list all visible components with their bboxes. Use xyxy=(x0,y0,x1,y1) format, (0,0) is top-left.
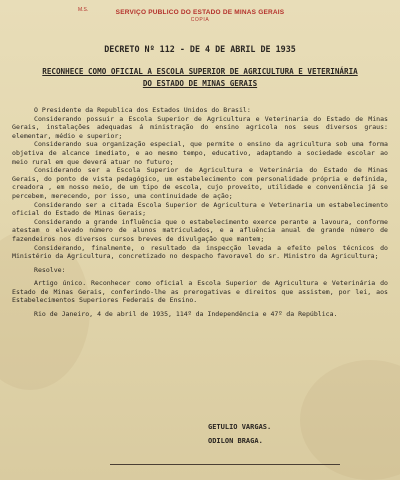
paper-stain xyxy=(300,360,400,480)
considerando: Considerando, finalmente, o resultado da inspecção levada a efeito pelos técnicos do Ministério da Agricultura, concretizado no despacho favoravel do sr. Ministro da Agricultura; xyxy=(12,243,388,261)
copy-label: COPIA xyxy=(190,17,210,23)
decree-title: DECRETO Nº 112 - DE 4 DE ABRIL DE 1935 xyxy=(104,44,296,54)
closing-date: Rio de Janeiro, 4 de abril de 1935, 114º da Independência e 47º da República. xyxy=(34,310,338,319)
ms-mark: M.S. xyxy=(78,7,89,13)
letterhead xyxy=(0,8,400,24)
summary-line: DO ESTADO DE MINAS GERAIS xyxy=(142,79,258,88)
bottom-rule xyxy=(110,464,340,465)
signature-vargas: GETULIO VARGAS. xyxy=(208,423,272,431)
signatures xyxy=(208,420,271,448)
considerando: Considerando ser a citada Escola Superior de Agricultura e Veterinaria um estabelecimento oficial do Estado de Minas Gerais; xyxy=(12,200,388,218)
summary-line: RECONHECE COMO OFICIAL A ESCOLA SUPERIOR DE AGRICULTURA E VETERINÁRIA xyxy=(42,67,358,76)
decree-body xyxy=(12,106,388,319)
considerando: Considerando sua organização especial, que permite o ensino da agricultura sob uma forma objetiva de alcance imediato, e ao mesmo tempo, educativo, adaptando a sociedade escolar ao meio rural em que deverá atuar no futuro; xyxy=(12,140,388,166)
considerando: Considerando possuir a Escola Superior de Agricultura e Veterinaria do Estado de Minas Gerais, instalações adequadas á ministração do ensino agricola nos seus diversos graus: elementar, médio e superior; xyxy=(12,114,388,140)
signature-braga: ODILON BRAGA. xyxy=(208,437,263,445)
decree-summary xyxy=(14,66,386,90)
considerando: Considerando ser a Escola Superior de Agricultura e Veterinária do Estado de Minas Gerais, do ponto de vista pedagógico, um estabelecimento com personalidade própria e definida, creadora , em nosso meio, de um tipo de escola, cujo proveito, utilidade e conveniência já se percebem, merecendo, por isso, uma continuidade de ação; xyxy=(12,166,388,200)
resolve-label: Resolve: xyxy=(34,265,66,274)
sole-article: Artigo único. Reconhecer como oficial a Escola Superior de Agricultura e Veterinária do Estado de Minas Gerais, conferindo-lhe as prerogativas e direitos que assistem, por lei, aos Estabelecimentos Superiores Federais de Ensino. xyxy=(12,279,388,305)
preamble: O Presidente da Republica dos Estados Unidos do Brasil: xyxy=(34,106,251,114)
office-name: SERVIÇO PUBLICO DO ESTADO DE MINAS GERAIS xyxy=(115,9,285,16)
considerando: Considerando a grande influência que o estabelecimento exerce perante a lavoura, conforme atestam o elevado número de alunos matriculados, e a afluência anual de grande número de fazendeiros nos diversos cursos breves de divulgação que mantem; xyxy=(12,217,388,243)
